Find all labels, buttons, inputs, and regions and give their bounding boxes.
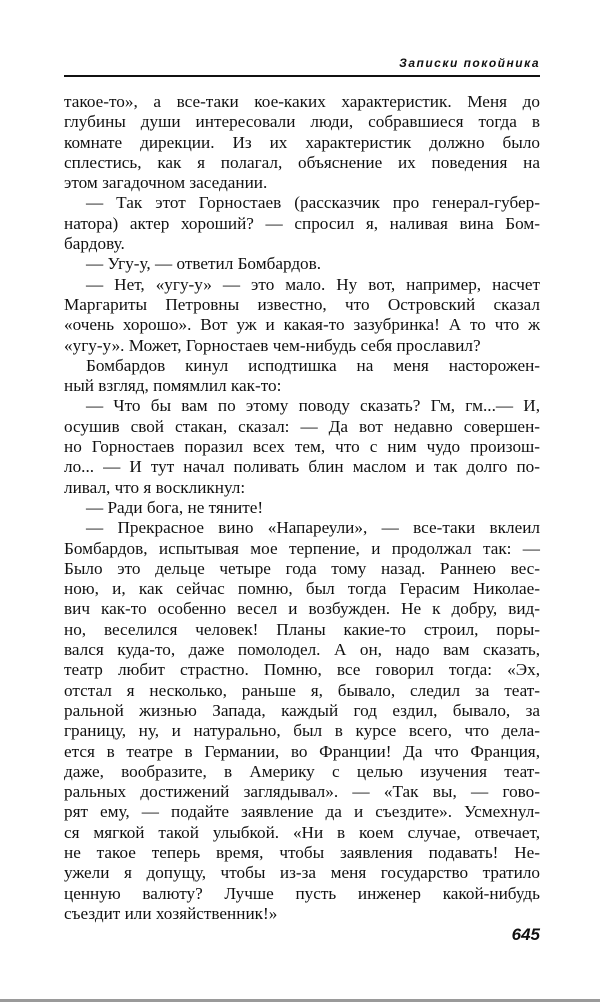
text-line: отстал я несколько, раньше я, бывало, следил за теат- — [64, 680, 540, 700]
body-text — [64, 92, 540, 924]
text-line: бардову. — [64, 234, 125, 254]
text-line: Маргариты Петровны известно, что Островский сказал — [64, 294, 540, 314]
text-line: «очень хорошо». Вот уж и какая-то зазубринка! А то что ж — [64, 315, 540, 335]
text-line: Бомбардов кинул исподтишка на меня насторожен- — [86, 355, 540, 375]
text-line: вич как-то особенно весел и возбужден. Не к добру, вид- — [64, 599, 540, 619]
text-line: такое-то», а все-таки кое-каких характеристик. Меня до — [64, 92, 540, 111]
text-line: вался куда-то, даже помолодел. А он, надо вам сказать, — [64, 640, 540, 660]
text-line: но, веселился человек! Планы какие-то строил, поры- — [64, 619, 540, 639]
text-line: ужели я допущу, чтобы из-за меня государство тратило — [64, 863, 540, 883]
text-line: натора) актер хороший? — спросил я, наливая вина Бом- — [64, 213, 540, 233]
text-line: «угу-у». Может, Горностаев чем-нибудь себя прославил? — [64, 335, 481, 355]
text-line: ливал, что я воскликнул: — [64, 477, 246, 497]
text-line: — Нет, «угу-у» — это мало. Ну вот, например, насчет — [86, 274, 540, 294]
running-head: Записки покойника — [399, 56, 540, 70]
text-line: но Горностаев поразил всех тем, что с ним чудо произош- — [64, 437, 540, 457]
text-line: даже, вообразите, в Америку с целью изучения теат- — [64, 761, 540, 781]
text-line: ральных достижений заглядывал». — «Так вы, — гово- — [64, 782, 540, 802]
text-line: сплестись, как я полагал, объяснение их поведения на — [64, 152, 540, 172]
text-line: — Что бы вам по этому поводу сказать? Гм, гм...— И, — [86, 396, 540, 416]
text-line: ный взгляд, помямлил как-то: — [64, 376, 282, 396]
text-line: ною, и, как сейчас помню, был тогда Герасим Николае- — [64, 579, 540, 599]
text-line: съездит или хозяйственник!» — [64, 903, 278, 923]
text-line: осушив свой стакан, сказал: — Да вот недавно совершен- — [64, 416, 540, 436]
text-line: не такое теперь время, чтобы заявления подавать! Не- — [64, 842, 540, 862]
text-line: ло... — И тут начал поливать блин маслом и так долго по- — [64, 457, 540, 477]
text-line: этом загадочном заседании. — [64, 173, 268, 193]
text-line: ется в театре в Германии, во Франции! Да что Франция, — [64, 741, 540, 761]
header-rule — [64, 75, 540, 77]
text-line: — Ради бога, не тяните! — [86, 497, 264, 517]
page-number: 645 — [511, 925, 540, 944]
text-line: — Прекрасное вино «Напареули», — все-таки вклеил — [86, 518, 540, 538]
text-line: границу, ну, и натурально, был в курсе всего, что дела- — [64, 721, 540, 741]
text-line: рят ему, — подайте заявление да и съездите». Усмехнул- — [64, 802, 540, 822]
text-line: Было это дельце четыре года тому назад. Раннею вес- — [64, 558, 540, 578]
text-line: ся мягкой такой улыбкой. «Ни в коем случае, отвечает, — [64, 822, 540, 842]
text-line: — Так этот Горностаев (рассказчик про генерал-губер- — [86, 193, 540, 213]
text-line: ральной жизнью Запада, каждый год ездил, бывало, за — [64, 700, 540, 720]
text-line: ценную валюту? Лучше пусть инженер какой-нибудь — [64, 883, 540, 903]
text-line: глубины души интересовали люди, собравшиеся тогда в — [64, 112, 540, 132]
text-line: театр любит страстно. Помню, все говорил тогда: «Эх, — [64, 660, 540, 680]
text-line: — Угу-у, — ответил Бомбардов. — [86, 254, 322, 274]
text-line: комнате дирекции. Из их характеристик должно было — [64, 132, 540, 152]
text-line: Бомбардов, испытывая мое терпение, и продолжал так: — — [64, 538, 540, 558]
